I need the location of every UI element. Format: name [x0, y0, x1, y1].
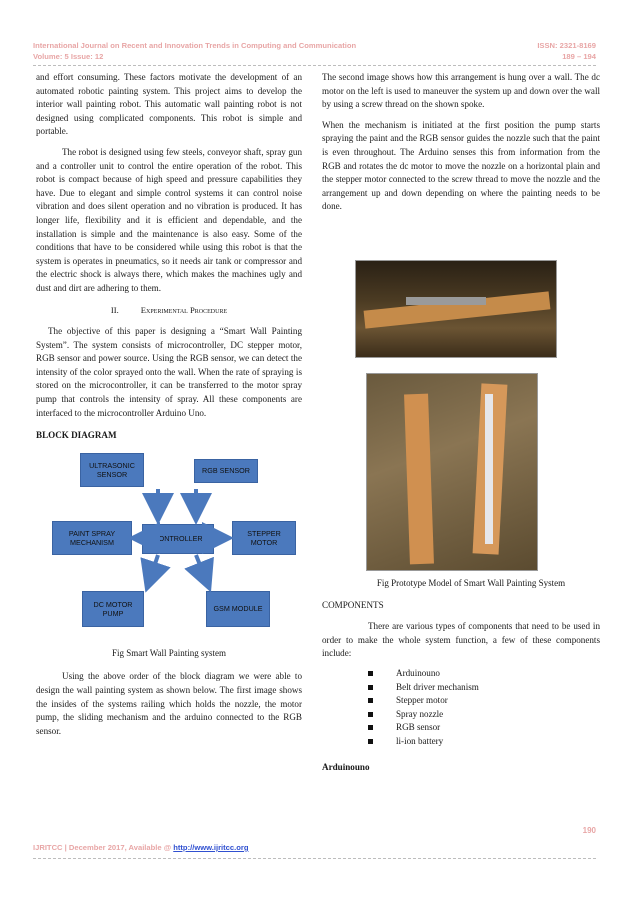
list-item: li-ion battery [322, 735, 600, 749]
list-item: Belt driver mechanism [322, 681, 600, 695]
footer [33, 843, 248, 852]
metal-shaft [406, 297, 486, 305]
dc-motor-pump-box: DC MOTOR PUMP [82, 591, 144, 627]
arduino-heading: Arduinouno [322, 761, 370, 772]
right-column-lower [322, 577, 600, 774]
left-column [36, 71, 302, 738]
bullet-square-icon [368, 712, 373, 717]
stepper-motor-box: STEPPER MOTOR [232, 521, 296, 555]
components-list [322, 667, 600, 749]
bullet-square-icon [368, 671, 373, 676]
journal-title: International Journal on Recent and Innovation Trends in Computing and Communication [33, 41, 357, 50]
arrow-controller-to-gsm [196, 555, 208, 585]
prototype-photo-bottom [366, 373, 538, 571]
issn: ISSN: 2321-8169 [537, 41, 596, 50]
page-number: 190 [582, 826, 596, 835]
bullet-square-icon [368, 739, 373, 744]
list-item: Arduinouno [322, 667, 600, 681]
paragraph: When the mechanism is initiated at the first position the pump starts spraying the paint and the RGB sensor guides the nozzle such that the paint is even throughout. The Arduino senses this from information from the RGB and rotates the dc motor to move the nozzle on a horizontal plain and the stepper motor connected to the screw thread to move the nozzle and the arrangement up and down depending on where the painting needs to be done. [322, 119, 600, 212]
screw-thread [485, 394, 493, 544]
paragraph: The robot is designed using few steels, conveyor shaft, spray gun and a controller unit to control the entire operation of the robot. This robot is compact because of high speed and pressure capabilities they have. Due to elegant and simple control systems it can control noise vibration and does silent operation and no vibration is produced. It has longer life, flexibility and it is efficient and dependable, and the installation is simple and the maintenance is also easy. Some of the conditions that have to be considered while using this robot is that the system is operates in pneumatics, so it needs air tank or compressor and the electric shock is always there, which makes the machines ugly and dust and dirt are adhering to them. [36, 146, 302, 293]
list-item: Spray nozzle [322, 708, 600, 722]
bullet-square-icon [368, 698, 373, 703]
header-rule [33, 65, 596, 66]
journal-link[interactable]: http://www.ijritcc.org [173, 843, 249, 852]
footer-text: IJRITCC | December 2017, Available @ [33, 843, 174, 852]
block-diagram-heading: BLOCK DIAGRAM [36, 430, 117, 441]
rgb-sensor-box: RGB SENSOR [194, 459, 258, 483]
right-column [322, 71, 600, 214]
arrow-controller-to-dcmotor [148, 555, 158, 585]
paragraph: There are various types of components that need to be used in order to make the whole system function, a few of these components include: [322, 621, 600, 659]
bullet-square-icon [368, 725, 373, 730]
gsm-module-box: GSM MODULE [206, 591, 270, 627]
block-diagram [36, 451, 302, 641]
section-number: II. [110, 304, 119, 315]
journal-volume: Volume: 5 Issue: 12 [33, 52, 104, 61]
paragraph: The second image shows how this arrangement is hung over a wall. The dc motor on the left is used to maneuver the system up and down over the wall by using a screw thread on the shown spoke. [322, 72, 600, 110]
footer-rule [33, 858, 596, 859]
figure-caption: Fig Prototype Model of Smart Wall Painting System [376, 578, 566, 588]
page-range: 189 – 194 [562, 52, 596, 61]
paragraph: and effort consuming. These factors motivate the development of an automated robotic painting system. This project aims to develop the interior wall painting robot. This automatic wall painting robot is not designed using complicated components. This robot is simple and portable. [36, 72, 302, 137]
section-title: Experimental Procedure [140, 304, 228, 315]
left-rail [404, 394, 434, 565]
figure-caption: Fig Smart Wall Painting system [111, 647, 227, 658]
paragraph: The objective of this paper is designing a “Smart Wall Painting System”. The system consists of microcontroller, DC stepper motor, RGB sensor and power source. Using the RGB sensor, we can detect the intensity of the color sprayed onto the wall. When the rate of spraying is stored on the microcontroller, it can be transferred to the motor spray pump that controls the intensity of spray. All these components are interfaced to the microcontroller Arduino Uno. [36, 326, 302, 418]
diagram-arrows [36, 451, 302, 641]
issn-header [537, 40, 596, 62]
list-item: Stepper motor [322, 694, 600, 708]
ultrasonic-sensor-box: ULTRASONIC SENSOR [80, 453, 144, 487]
paragraph: Using the above order of the block diagram we were able to design the wall painting system as shown below. The first image shows the insides of the systems railing which holds the nozzle, the motor pump, the sliding mechanism and the arduino connected to the RGB sensor. [36, 671, 302, 736]
section-heading [36, 304, 302, 318]
list-item: RGB sensor [322, 721, 600, 735]
components-heading: COMPONENTS [322, 599, 384, 610]
bullet-square-icon [368, 685, 373, 690]
journal-header [33, 40, 356, 62]
prototype-photo-top [355, 260, 557, 358]
paint-spray-box: PAINT SPRAY MECHANISM [52, 521, 132, 555]
controller-box: CONTROLLER [142, 524, 214, 554]
